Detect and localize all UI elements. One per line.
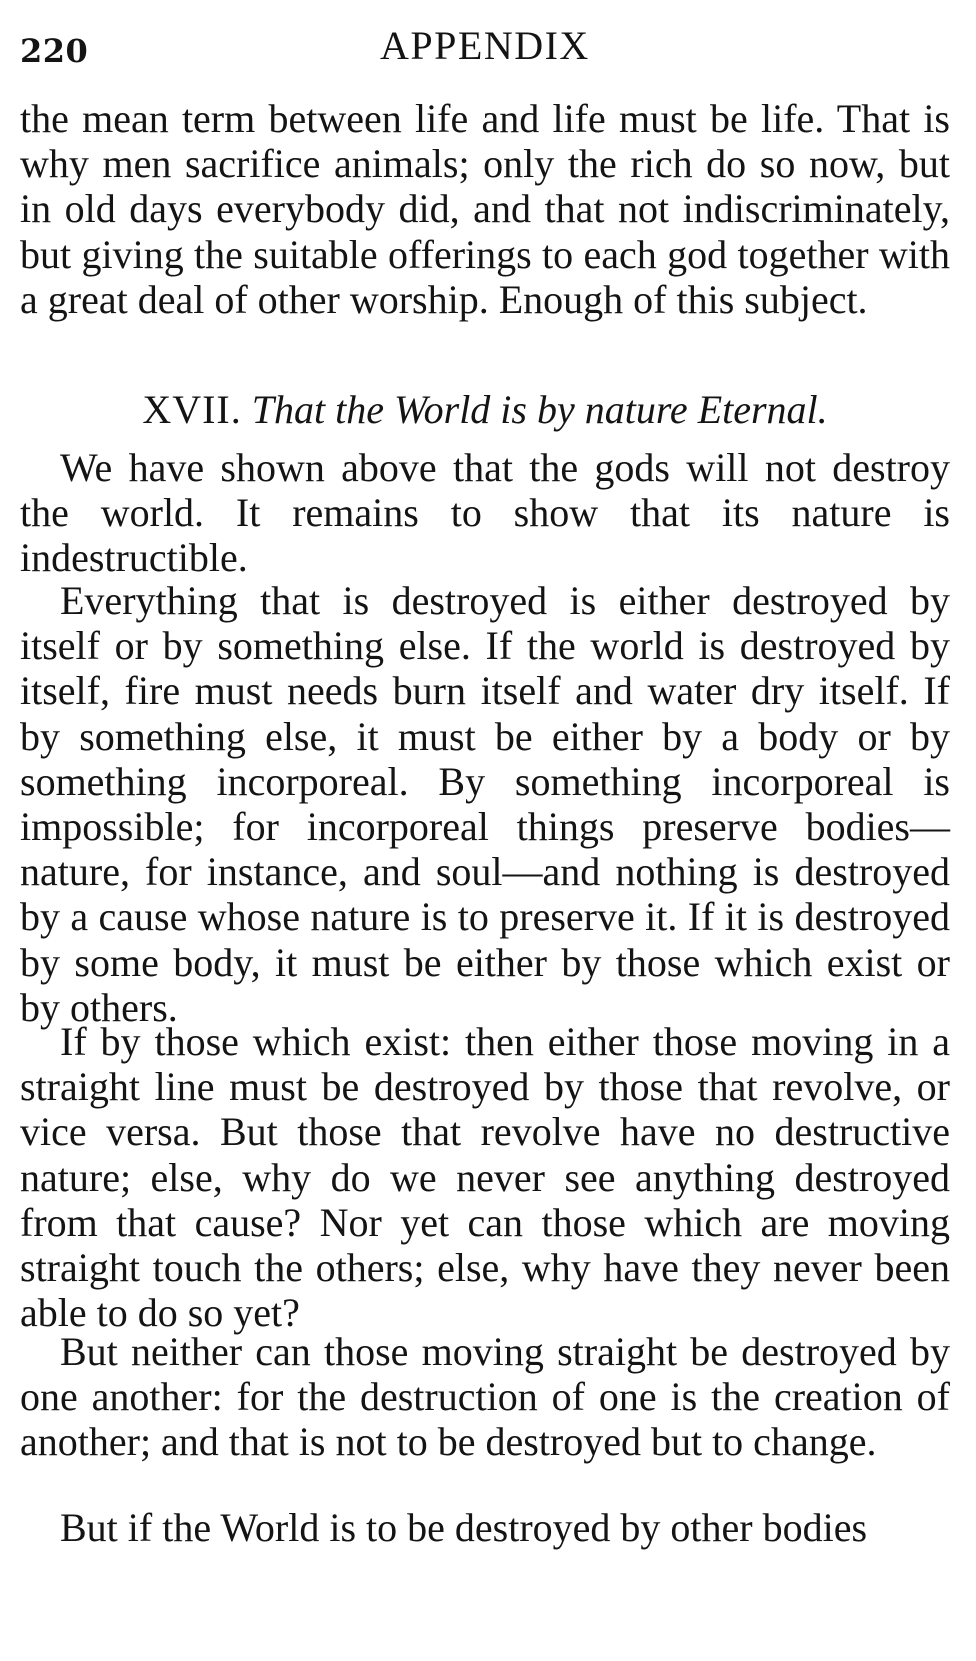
page-number: 220 <box>20 32 89 70</box>
page-header <box>20 22 956 82</box>
paragraph-continuation: the mean term between life and life must be life. That is why men sacrifice animals; only the rich do so now, but in old days everybody did, and that not indiscriminately, but giving the suitable offerings to each god together with a great deal of other worship. Enough of this subject. <box>20 96 950 322</box>
paragraph: But if the World is to be destroyed by other bodies <box>60 1505 868 1550</box>
section-title: That the World is by nature Eternal. <box>251 387 828 432</box>
paragraph: If by those which exist: then either those moving in a straight line must be destroyed by those that revolve, or vice versa. But those that revolve have no destructive nature; else, why do we never see anything destroyed from that cause? Nor yet can those which are moving straight touch the others; else, why have they never been able to do so yet? <box>20 1019 950 1336</box>
running-head: APPENDIX <box>380 23 590 68</box>
section-heading <box>20 385 950 435</box>
section-number: XVII. <box>142 387 242 432</box>
paragraph: We have shown above that the gods will not destroy the world. It remains to show that its nature is indestructible. <box>20 445 950 581</box>
paragraph: Everything that is destroyed is either destroyed by itself or by something else. If the world is destroyed by itself, fire must needs burn itself and water dry itself. If by something else, it must be either by a body or by something incorporeal. By something incorporeal is impossible; for incorporeal things preserve bodies—nature, for instance, and soul—and nothing is destroyed by a cause whose nature is to preserve it. If it is destroyed by some body, it must be either by those which exist or by others. <box>20 578 950 1030</box>
paragraph: But neither can those moving straight be destroyed by one another: for the destruction of one is the creation of another; and that is not to be destroyed but to change. <box>20 1329 950 1465</box>
